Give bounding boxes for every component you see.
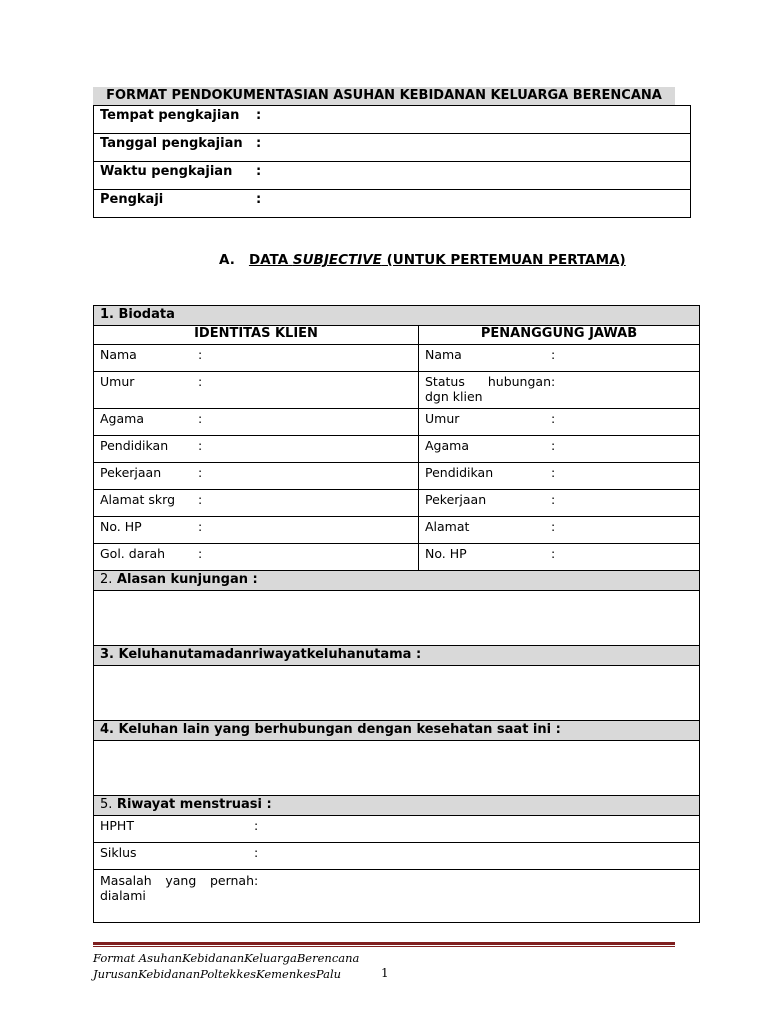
field-colon: : (551, 438, 556, 453)
page-number: 1 (381, 966, 389, 980)
guardian-field (419, 544, 700, 571)
client-field (94, 436, 419, 463)
keluhan-utama-field[interactable] (94, 666, 700, 721)
field-label: Pekerjaan (425, 492, 487, 507)
client-field (94, 490, 419, 517)
menstruation-field (94, 843, 700, 870)
menstruation-field (94, 816, 700, 843)
field-colon: : (551, 519, 556, 534)
guardian-field (419, 409, 700, 436)
field-label: Nama (425, 347, 462, 362)
guardian-field (419, 345, 700, 372)
field-colon: : (198, 438, 203, 453)
field-colon: : (551, 465, 556, 480)
riwayat-menstruasi-heading (94, 796, 700, 816)
field-colon: : (254, 845, 259, 860)
section-a-title (249, 252, 626, 268)
header-colon: : (256, 108, 262, 123)
header-colon: : (256, 164, 262, 179)
field-colon: : (198, 374, 203, 389)
header-label: Tanggal pengkajian (100, 136, 243, 151)
field-label: Nama (100, 347, 137, 362)
field-colon: : (198, 347, 203, 362)
col-penanggung-jawab: PENANGGUNG JAWAB (419, 326, 700, 345)
footer-line-2: JurusanKebidananPoltekkesKemenkesPalu (93, 967, 342, 981)
header-row-tanggal (94, 134, 691, 162)
field-colon: : (551, 546, 556, 561)
keluhan-lain-heading: 4. Keluhan lain yang berhubungan dengan kesehatan saat ini : (94, 721, 700, 741)
field-label: Umur (100, 374, 135, 389)
field-colon: : (551, 347, 556, 362)
subjective-data-table (93, 305, 700, 923)
field-label: Pekerjaan (100, 465, 162, 480)
footer-line-1: Format AsuhanKebidananKeluargaBerencana (93, 951, 360, 965)
field-label: Pendidikan (425, 465, 494, 480)
alasan-kunjungan-heading (94, 571, 700, 591)
field-label: Masalah yang pernah dialami (100, 873, 254, 903)
field-label: Alamat (425, 519, 470, 534)
field-colon: : (198, 411, 203, 426)
field-colon: : (198, 465, 203, 480)
field-colon: : (551, 492, 556, 507)
header-label: Tempat pengkajian (100, 108, 240, 123)
guardian-field (419, 517, 700, 544)
field-label: No. HP (100, 519, 142, 534)
field-colon: : (551, 374, 556, 389)
section-a-prefix: A. (219, 252, 235, 268)
header-row-waktu (94, 162, 691, 190)
header-row-tempat (94, 106, 691, 134)
client-field (94, 517, 419, 544)
field-label: Gol. darah (100, 546, 166, 561)
header-label: Pengkaji (100, 192, 164, 207)
keluhan-lain-field[interactable] (94, 741, 700, 796)
assessment-header-table (93, 105, 691, 218)
client-field (94, 463, 419, 490)
section-number: 5. (100, 797, 113, 812)
field-label: Alamat skrg (100, 492, 175, 507)
biodata-heading: 1. Biodata (94, 306, 700, 326)
field-label: Status hubungan dgn klien (425, 374, 551, 404)
client-field (94, 544, 419, 571)
field-label: Umur (425, 411, 460, 426)
client-field (94, 409, 419, 436)
header-label: Waktu pengkajian (100, 164, 233, 179)
guardian-field (419, 436, 700, 463)
section-a-title-italic: SUBJECTIVE (292, 252, 382, 268)
alasan-kunjungan-field[interactable] (94, 591, 700, 646)
document-title: FORMAT PENDOKUMENTASIAN ASUHAN KEBIDANAN KELUARGA BERENCANA (93, 87, 675, 105)
header-row-pengkaji (94, 190, 691, 218)
guardian-field (419, 463, 700, 490)
section-a-heading (219, 252, 626, 268)
guardian-field (419, 372, 700, 409)
field-colon: : (198, 492, 203, 507)
header-colon: : (256, 136, 262, 151)
section-a-title-part3: (UNTUK PERTEMUAN PERTAMA) (381, 252, 626, 268)
col-identitas-klien: IDENTITAS KLIEN (94, 326, 419, 345)
keluhan-utama-heading: 3. Keluhanutamadanriwayatkeluhanutama : (94, 646, 700, 666)
field-label: Siklus (100, 845, 137, 860)
field-colon: : (198, 546, 203, 561)
field-colon: : (254, 873, 259, 888)
guardian-field (419, 490, 700, 517)
field-label: HPHT (100, 818, 134, 833)
field-colon: : (198, 519, 203, 534)
section-number: 2. (100, 572, 113, 587)
field-label: No. HP (425, 546, 467, 561)
menstruation-field (94, 870, 700, 923)
client-field (94, 372, 419, 409)
field-colon: : (254, 818, 259, 833)
client-field (94, 345, 419, 372)
field-label: Pendidikan (100, 438, 169, 453)
field-label: Agama (100, 411, 144, 426)
section-a-title-part1: DATA (248, 252, 293, 268)
footer-rule-thin (93, 946, 675, 947)
footer-rule-thick (93, 942, 675, 945)
field-colon: : (551, 411, 556, 426)
section-title: Alasan kunjungan : (112, 572, 258, 587)
section-title: Riwayat menstruasi : (112, 797, 272, 812)
header-colon: : (256, 192, 262, 207)
field-label: Agama (425, 438, 469, 453)
